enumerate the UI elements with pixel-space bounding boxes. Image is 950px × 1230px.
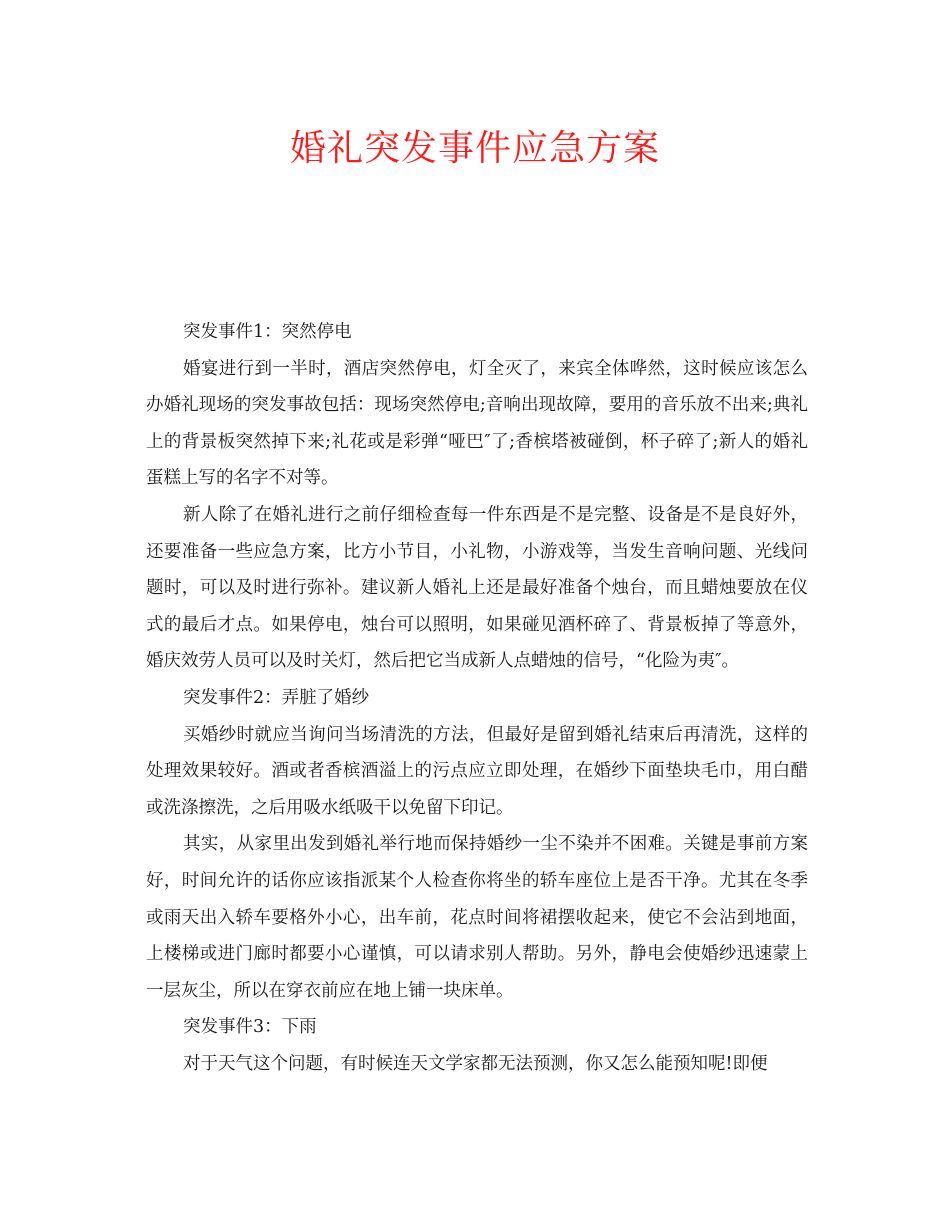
document-title: 婚礼突发事件应急方案 bbox=[289, 128, 660, 169]
section-heading: 突发事件3：下雨 bbox=[183, 1017, 317, 1038]
body-paragraph: 其实，从家里出发到婚礼举行地而保持婚纱一尘不染并不困难。关键是事前方案好，时间允许的话你应该指派某个人检查你将坐的轿车座位上是否干净。尤其在冬季或雨天出入轿车要格外小心，出车前，花点时间将裙摆收起来，使它不会沾到地面，上楼梯或进门廊时都要小心谨慎，可以请求别人帮助。另外，静电会使婚纱迅速蒙上一层灰尘，所以在穿衣前应在地上铺一块床单。 bbox=[146, 834, 808, 1001]
body-paragraph: 婚宴进行到一半时，酒店突然停电，灯全灭了，来宾全体哗然，这时候应该怎么办婚礼现场的突发事故包括：现场突然停电;音响出现故障，要用的音乐放不出来;典礼上的背景板突然掉下来;礼花或是彩弹“哑巴″了;香槟塔被碰倒，杯子碎了;新人的婚礼蛋糕上写的名字不对等。 bbox=[146, 358, 808, 489]
document-body bbox=[146, 314, 808, 1082]
section-heading: 突发事件2：弄脏了婚纱 bbox=[183, 687, 370, 708]
body-paragraph: 买婚纱时就应当询问当场清洗的方法，但最好是留到婚礼结束后再清洗，这样的处理效果较好。酒或者香槟酒溢上的污点应立即处理，在婚纱下面垫块毛巾，用白醋或洗涤擦洗，之后用吸水纸吸干以免留下印记。 bbox=[146, 724, 808, 818]
body-paragraph: 对于天气这个问题，有时候连天文学家都无法预测，你又怎么能预知呢!即便 bbox=[183, 1053, 768, 1074]
section-heading: 突发事件1：突然停电 bbox=[183, 322, 352, 342]
body-paragraph: 新人除了在婚礼进行之前仔细检查每一件东西是不是完整、设备是不是良好外，还要准备一些应急方案，比方小节目，小礼物，小游戏等，当发生音响问题、光线问题时，可以及时进行弥补。建议新人婚礼上还是最好准备个烛台，而且蜡烛要放在仪式的最后才点。如果停电，烛台可以照明，如果碰见酒杯碎了、背景板掉了等意外，婚庆效劳人员可以及时关灯，然后把它当成新人点蜡烛的信号，“化险为夷″。 bbox=[146, 504, 808, 672]
